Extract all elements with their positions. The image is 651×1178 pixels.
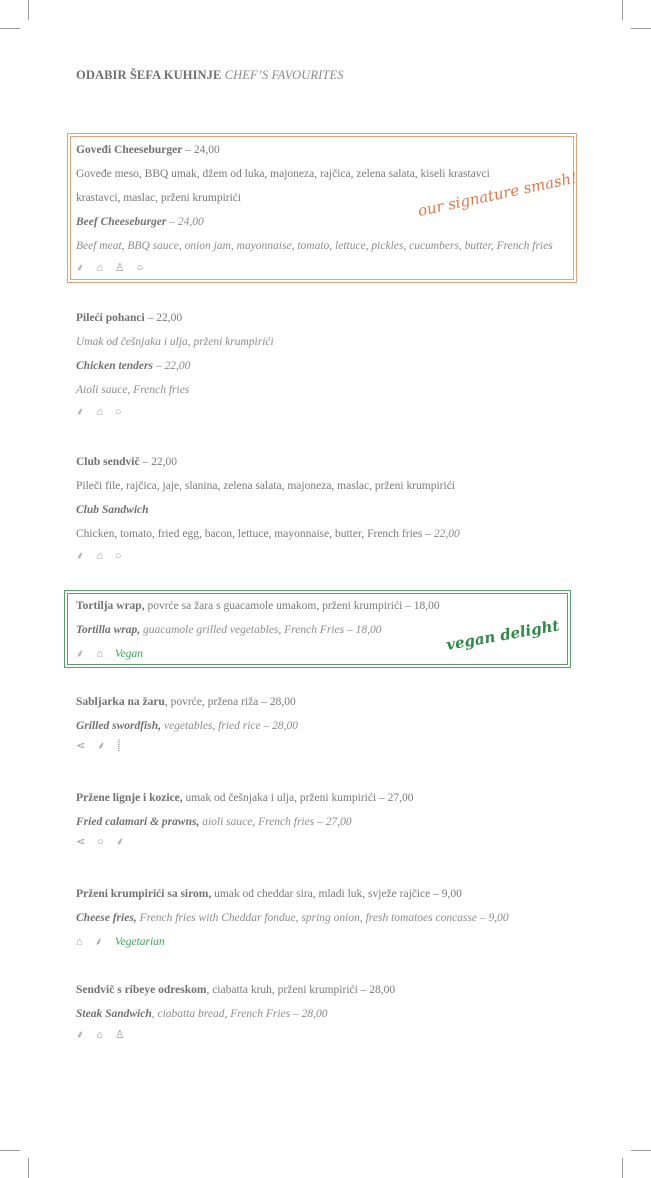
menu-item-title-en bbox=[76, 623, 381, 637]
item-description-hr: umak od češnjaka i ulja, prženi kumpirići – 27,00 bbox=[182, 792, 414, 804]
item-price-en: 22,00 bbox=[433, 528, 460, 540]
item-description-en: Beef meat, BBQ sauce, onion jam, mayonnaise, tomato, lettuce, pickles, cucumbers, butter, French fries bbox=[76, 240, 553, 252]
separator: – bbox=[182, 144, 194, 156]
menu-item-title-en bbox=[76, 215, 204, 229]
mustard-icon: ♙ bbox=[114, 262, 131, 274]
item-price: 22,00 bbox=[156, 312, 183, 324]
item-name-en: Cheese fries, bbox=[76, 912, 137, 924]
item-description-hr: Pileči file, rajčica, jaje, slanina, zelena salata, majoneza, maslac, prženi krumpirići bbox=[76, 480, 456, 492]
allergen-icons bbox=[76, 1027, 137, 1042]
item-description-hr-cont: krastavci, maslac, prženi krumpirići bbox=[76, 192, 242, 204]
milk-icon: ⌂ bbox=[96, 1029, 109, 1041]
item-description-en: guacamole grilled vegetables, French Fries – 18,00 bbox=[140, 624, 382, 636]
crop-mark bbox=[631, 28, 651, 29]
item-description-en: , ciabatta bread, French Fries – 28,00 bbox=[151, 1008, 328, 1020]
item-description-hr: povrće sa žara s guacamole umakom, prženi krumpirići – 18,00 bbox=[144, 600, 440, 612]
item-name-hr: Prženi krumpirići sa sirom, bbox=[76, 888, 212, 900]
item-name-en: Fried calamari & prawns, bbox=[76, 816, 200, 828]
separator: – bbox=[422, 528, 434, 540]
milk-icon: ⌂ bbox=[96, 550, 109, 562]
menu-item-title-en bbox=[76, 359, 190, 373]
wheat-icon: ⸙ bbox=[76, 550, 91, 562]
wheat-icon: ⸙ bbox=[76, 262, 91, 274]
wheat-icon: ⸙ bbox=[76, 648, 91, 660]
allergen-icons bbox=[76, 404, 134, 419]
item-description-en: French fries with Cheddar fondue, spring onion, fresh tomatoes concasse – 9,00 bbox=[136, 912, 509, 924]
egg-icon: ○ bbox=[114, 406, 128, 418]
allergen-icons bbox=[76, 260, 155, 275]
crop-mark bbox=[0, 28, 20, 29]
menu-item-title-hr bbox=[76, 791, 414, 805]
egg-icon: ○ bbox=[97, 836, 110, 848]
fish-icon: ⋖ bbox=[76, 836, 92, 848]
menu-item-title-en bbox=[76, 719, 298, 733]
crop-mark bbox=[622, 0, 623, 20]
signature-tagline: our signature smash! bbox=[416, 168, 579, 220]
separator: – bbox=[153, 360, 165, 372]
allergen-icons bbox=[76, 738, 132, 753]
menu-item-title-hr bbox=[76, 887, 462, 901]
item-name-en: Club Sandwich bbox=[76, 504, 149, 516]
wheat-icon: ⸙ bbox=[115, 836, 131, 848]
fish-icon: ⋖ bbox=[76, 740, 92, 752]
vegan-tagline: vegan delight bbox=[444, 616, 561, 654]
menu-item-title-hr bbox=[76, 455, 177, 469]
crop-mark bbox=[0, 1150, 20, 1151]
item-description-en: aioli sauce, French fries – 27,00 bbox=[199, 816, 352, 828]
crop-mark bbox=[28, 0, 29, 20]
item-description-hr: Goveđe meso, BBQ umak, džem od luka, majoneza, rajčica, zelena salata, kiseli krastavci bbox=[76, 168, 490, 180]
crop-mark bbox=[631, 1150, 651, 1151]
item-description-en bbox=[76, 527, 460, 541]
vegan-label: Vegan bbox=[114, 648, 143, 660]
item-name-hr: Sendvič s ribeye odreskom bbox=[76, 984, 207, 996]
milk-icon: ⌂ bbox=[96, 648, 109, 660]
mustard-icon: ⸽ bbox=[117, 740, 127, 752]
allergen-icons bbox=[76, 646, 149, 661]
mustard-icon: ♙ bbox=[114, 1029, 131, 1041]
menu-item-title-hr bbox=[76, 311, 182, 325]
allergen-icons bbox=[76, 834, 136, 849]
item-name-hr: Goveđi Cheeseburger bbox=[76, 144, 183, 156]
separator: – bbox=[144, 312, 157, 324]
item-name-en: Tortilla wrap, bbox=[76, 624, 141, 636]
celery-icon: ⸙ bbox=[97, 740, 112, 752]
item-name-en: Grilled swordfish, bbox=[76, 720, 161, 732]
wheat-icon: ⸙ bbox=[94, 936, 109, 948]
item-price-en: 24,00 bbox=[177, 216, 204, 228]
menu-item-title-hr bbox=[76, 695, 296, 709]
item-description-en: Aioli sauce, French fries bbox=[76, 384, 190, 396]
item-description-en: vegetables, fried rice – 28,00 bbox=[161, 720, 299, 732]
item-price: 22,00 bbox=[151, 456, 177, 468]
item-price: 24,00 bbox=[193, 144, 220, 156]
item-name-en: Chicken tenders bbox=[76, 360, 153, 372]
item-description-en-text: Chicken, tomato, fried egg, bacon, lettuce, mayonnaise, butter, French fries bbox=[76, 528, 423, 540]
vegetarian-label: Vegetarian bbox=[114, 936, 165, 948]
wheat-icon: ⸙ bbox=[76, 406, 91, 418]
item-name-en: Beef Cheeseburger bbox=[76, 216, 167, 228]
item-description-hr: umak od cheddar sira, mladi luk, svježe rajčice – 9,00 bbox=[211, 888, 462, 900]
item-name-hr: Club sendvič bbox=[76, 456, 140, 468]
milk-icon: ⌂ bbox=[76, 936, 89, 948]
allergen-icons bbox=[76, 548, 134, 563]
menu-item-title-en bbox=[76, 815, 352, 829]
item-name-hr: Pržene lignje i kozice, bbox=[76, 792, 183, 804]
item-name-hr: Sabljarka na žaru bbox=[76, 696, 165, 708]
egg-icon: ○ bbox=[114, 550, 128, 562]
section-title-en: CHEF’S FAVOURITES bbox=[224, 68, 344, 82]
item-name-hr: Pileći pohanci bbox=[76, 312, 145, 324]
item-price-en: 22,00 bbox=[164, 360, 191, 372]
menu-item-title-en bbox=[76, 911, 509, 925]
item-description-hr: , ciabatta kruh, prženi krumpirići – 28,00 bbox=[206, 984, 396, 996]
milk-icon: ⌂ bbox=[96, 406, 109, 418]
menu-item-title-en bbox=[76, 1007, 328, 1021]
menu-item-title-hr bbox=[76, 983, 395, 997]
separator: – bbox=[166, 216, 178, 228]
item-name-hr: Tortilja wrap, bbox=[76, 600, 145, 612]
section-title bbox=[76, 68, 344, 83]
item-description-hr: Umak od češnjaka i ulja, prženi krumpirići bbox=[76, 336, 274, 348]
item-name-en: Steak Sandwich bbox=[76, 1008, 152, 1020]
section-title-hr: ODABIR ŠEFA KUHINJE bbox=[76, 68, 222, 82]
menu-item-title-hr bbox=[76, 599, 440, 613]
milk-icon: ⌂ bbox=[96, 262, 109, 274]
item-description-hr: , povrće, pržena riža – 28,00 bbox=[164, 696, 296, 708]
crop-mark bbox=[622, 1158, 623, 1178]
menu-item-title-hr bbox=[76, 143, 220, 157]
separator: – bbox=[139, 456, 152, 468]
allergen-icons bbox=[76, 934, 171, 949]
wheat-icon: ⸙ bbox=[76, 1029, 91, 1041]
crop-mark bbox=[28, 1158, 29, 1178]
egg-icon: ○ bbox=[136, 262, 150, 274]
